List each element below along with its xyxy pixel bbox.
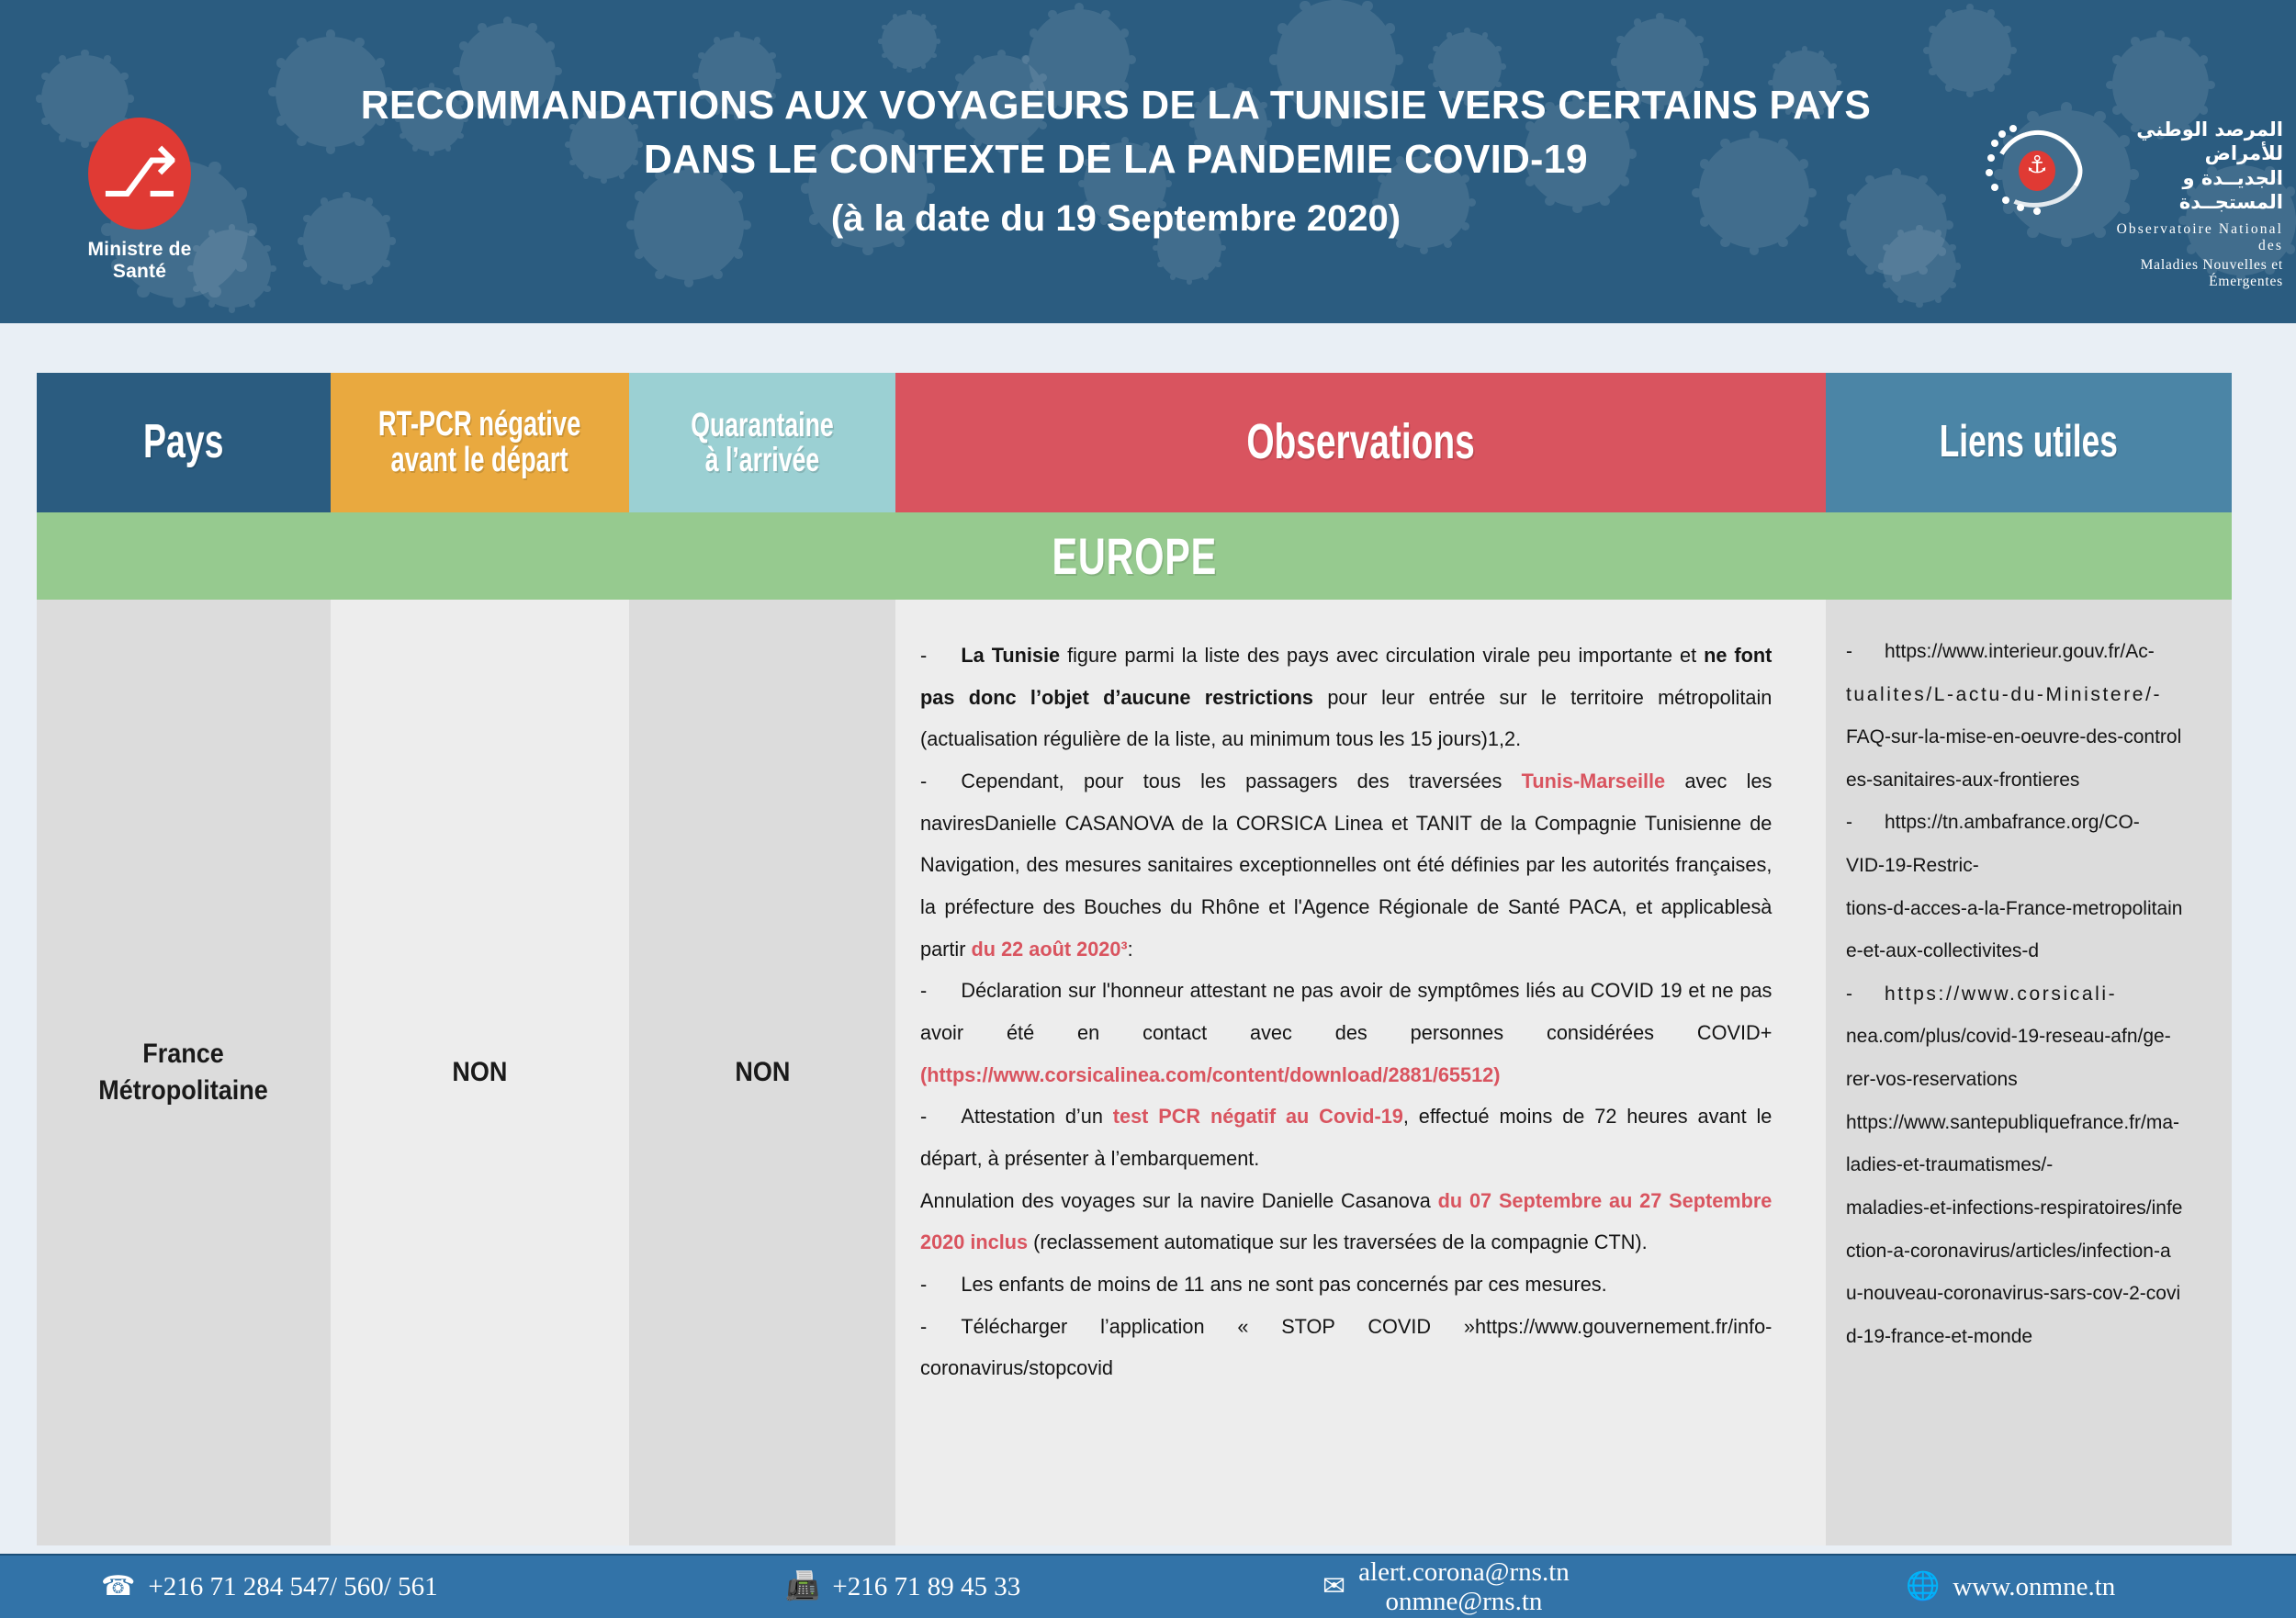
bullet-dash: - bbox=[1846, 983, 1852, 1005]
table-header-row bbox=[37, 373, 2232, 512]
bullet-dash: - bbox=[920, 1314, 928, 1338]
link1-part4: es-sanitaires-aux-frontieres bbox=[1846, 769, 2080, 791]
obs4-text-1: Attestation d’un bbox=[961, 1105, 1113, 1129]
onmne-arabic-line-1: المرصد الوطني للأمراض bbox=[2136, 118, 2283, 165]
link1-part3-line[interactable] bbox=[1846, 716, 2215, 759]
bullet-dash: - bbox=[920, 979, 928, 1003]
link3-part1: https://www.corsicali- bbox=[1885, 983, 2118, 1005]
link4-part1: https://www.santepubliquefrance.fr/ma- bbox=[1846, 1111, 2180, 1133]
obs4-text-2: , effectué moins de 72 heures avant le départ, à présenter à l’embarquement. bbox=[920, 1105, 1773, 1171]
cell-quarantine-required bbox=[629, 600, 895, 1545]
link2-part3-line[interactable] bbox=[1846, 888, 2215, 931]
region-band-europe bbox=[37, 512, 2232, 600]
bullet-dash: - bbox=[920, 770, 928, 793]
obs5-text-1: Annulation des voyages sur la navire Danielle Casanova bbox=[920, 1188, 1438, 1212]
column-header-observations bbox=[895, 373, 1826, 512]
footer-email-2: onmne@rns.tn bbox=[1385, 1587, 1543, 1616]
column-header-quarantaine bbox=[629, 373, 895, 512]
observations-text bbox=[895, 600, 1794, 1389]
useful-link-3[interactable] bbox=[1846, 973, 2215, 1017]
obs2-text-1: Cependant, pour tous les passagers des traversées bbox=[961, 770, 1522, 793]
fax-icon: 📠 bbox=[785, 1570, 820, 1602]
obs5-text-2: (reclassement automatique sur les traversées de la compagnie CTN). bbox=[1028, 1230, 1648, 1254]
obs6-text-1: Les enfants de moins de 11 ans ne sont pas concernés par ces mesures. bbox=[961, 1273, 1607, 1297]
envelope-icon: ✉ bbox=[1322, 1570, 1346, 1602]
bullet-dash: - bbox=[920, 1105, 928, 1129]
globe-icon: 🌐 bbox=[1906, 1570, 1941, 1602]
useful-link-4[interactable] bbox=[1846, 1102, 2215, 1145]
link1-part2-line[interactable] bbox=[1846, 674, 2215, 717]
link1-part1: https://www.interieur.gouv.fr/Ac- bbox=[1885, 641, 2155, 662]
column-header-pays bbox=[37, 373, 331, 512]
footer-email-1: alert.corona@rns.tn bbox=[1358, 1556, 1570, 1587]
recommendations-table bbox=[37, 373, 2232, 1545]
link4-part4: ction-a-coronavirus/articles/infection-a bbox=[1846, 1240, 2171, 1262]
link4-part4-line[interactable] bbox=[1846, 1230, 2215, 1274]
link2-part2-line[interactable] bbox=[1846, 845, 2215, 888]
column-header-liens-utiles bbox=[1826, 373, 2232, 512]
useful-link-1[interactable] bbox=[1846, 631, 2215, 674]
cell-rtpcr-required bbox=[331, 600, 629, 1545]
obs4-red-1: test PCR négatif au Covid-19 bbox=[1112, 1105, 1403, 1129]
link1-part4-line[interactable] bbox=[1846, 759, 2215, 803]
footer-phone[interactable] bbox=[101, 1556, 438, 1618]
poster-title-block bbox=[197, 79, 2034, 245]
observation-item-5 bbox=[920, 1180, 1772, 1264]
observation-item-1 bbox=[920, 635, 1772, 760]
link2-part3: tions-d-acces-a-la-France-metropolitain bbox=[1846, 897, 2183, 919]
link1-part3: FAQ-sur-la-mise-en-oeuvre-des-control bbox=[1846, 726, 2182, 748]
observation-item-4 bbox=[920, 1096, 1772, 1179]
obs2-text-3: : bbox=[1127, 937, 1133, 961]
phone-icon: ☎ bbox=[101, 1570, 136, 1602]
bullet-dash: - bbox=[1846, 641, 1852, 662]
column-header-quarantaine-label-line1: Quarantaine bbox=[691, 406, 834, 444]
footer-fax[interactable] bbox=[785, 1556, 1020, 1618]
column-header-quarantaine-label-line2: à l’arrivée bbox=[704, 441, 820, 478]
title-line-2: DANS LE CONTEXTE DE LA PANDEMIE COVID-19 bbox=[643, 136, 1589, 182]
footer-fax-number: +216 71 89 45 33 bbox=[832, 1571, 1021, 1601]
cell-useful-links bbox=[1826, 600, 2232, 1545]
country-name-line1: France bbox=[142, 1038, 225, 1069]
column-header-pays-label: Pays bbox=[143, 415, 224, 469]
obs2-red-1: Tunis-Marseille bbox=[1521, 770, 1666, 793]
observation-item-2 bbox=[920, 760, 1772, 970]
observation-item-7 bbox=[920, 1306, 1772, 1389]
link4-part2: ladies-et-traumatismes/- bbox=[1846, 1154, 2054, 1176]
link4-part3-line[interactable] bbox=[1846, 1187, 2215, 1230]
country-name-line2: Métropolitaine bbox=[98, 1075, 269, 1106]
link4-part5-line[interactable] bbox=[1846, 1273, 2215, 1316]
link3-part3: rer-vos-reservations bbox=[1846, 1069, 2018, 1091]
obs3-link-corsicalinea[interactable]: (https://www.corsicalinea.com/content/download/2881/65512) bbox=[920, 1062, 1501, 1086]
table-row bbox=[37, 600, 2232, 1545]
link2-part4-line[interactable] bbox=[1846, 930, 2215, 973]
rtpcr-value: NON bbox=[452, 1057, 508, 1087]
column-header-rtpcr-label-line1: RT-PCR négative bbox=[378, 405, 581, 444]
obs2-red-2: du 22 août 2020³ bbox=[971, 937, 1128, 961]
poster-header bbox=[0, 0, 2296, 323]
link4-part5: u-nouveau-coronavirus-sars-cov-2-covi bbox=[1846, 1283, 2181, 1305]
column-header-rtpcr-label-line2: avant le départ bbox=[390, 441, 569, 479]
obs1-text-2: pour leur entrée sur le territoire métropolitain (actualisation régulière de la liste, au minimum tous les 15 jours)1,2. bbox=[920, 685, 1773, 751]
obs1-bold-1: La Tunisie bbox=[961, 644, 1061, 667]
column-header-observations-label: Observations bbox=[1246, 414, 1475, 470]
onmne-french-line-1: Observatoire National des bbox=[2116, 221, 2283, 253]
footer-phone-number: +216 71 284 547/ 560/ 561 bbox=[148, 1571, 438, 1601]
region-band-label: EUROPE bbox=[1052, 527, 1217, 585]
useful-links-text bbox=[1826, 600, 2232, 1358]
useful-link-2[interactable] bbox=[1846, 802, 2215, 845]
column-header-rtpcr bbox=[331, 373, 629, 512]
bullet-dash: - bbox=[920, 644, 928, 667]
obs1-text-1: figure parmi la liste des pays avec circulation virale peu importante et bbox=[1060, 644, 1705, 667]
link3-part2: nea.com/plus/covid-19-reseau-afn/ge- bbox=[1846, 1026, 2171, 1048]
footer-website[interactable] bbox=[1906, 1556, 2115, 1618]
column-header-liens-utiles-label: Liens utiles bbox=[1939, 417, 2119, 467]
link3-part2-line[interactable] bbox=[1846, 1016, 2215, 1059]
cell-country bbox=[37, 600, 331, 1545]
obs5-red-1: du 07 Septembre au 27 Septembre 2020 inclus bbox=[920, 1188, 1773, 1254]
link4-part6: d-19-france-et-monde bbox=[1846, 1325, 2033, 1347]
link4-part3: maladies-et-infections-respiratoires/infe bbox=[1846, 1197, 2183, 1219]
obs2-text-2: avec les naviresDanielle CASANOVA de la CORSICA Linea et TANIT de la Compagnie Tunisienne de Navigation, des mesures sanitaires exceptionnelles ont été définies par les autorités françaises, la préfecture des Bouches du Rhône et l'Agence Régionale de Santé PACA, et applicablesà partir bbox=[920, 770, 1773, 961]
footer-email[interactable] bbox=[1322, 1556, 1570, 1618]
observation-item-6 bbox=[920, 1264, 1772, 1306]
anchor-caduceus-icon: ⎇ bbox=[88, 118, 191, 230]
obs7-text-1[interactable]: Télécharger l’application « STOP COVID »https://www.gouvernement.fr/info-coronavirus/stopcovid bbox=[920, 1314, 1773, 1380]
link4-part2-line[interactable] bbox=[1846, 1144, 2215, 1187]
link1-part2: tualites/L-actu-du-Ministere/- bbox=[1846, 683, 2163, 705]
ministry-logo-caption: Ministre de Santé bbox=[87, 239, 192, 282]
link3-part3-line[interactable] bbox=[1846, 1059, 2215, 1102]
observation-item-3 bbox=[920, 970, 1772, 1096]
onmne-arabic-line-2: الجديــدة و المستجــدة bbox=[2178, 166, 2283, 213]
link2-part1: https://tn.ambafrance.org/CO- bbox=[1885, 812, 2140, 834]
obs3-text-1: Déclaration sur l'honneur attestant ne pas avoir de symptômes liés au COVID 19 et ne pas avoir été en contact avec des personnes considérées COVID+ bbox=[920, 979, 1773, 1045]
footer-website-url: www.onmne.tn bbox=[1953, 1571, 2116, 1601]
cell-observations bbox=[895, 600, 1826, 1545]
link2-part4: e-et-aux-collectivites-d bbox=[1846, 940, 2040, 962]
title-line-1: RECOMMANDATIONS AUX VOYAGEURS DE LA TUNISIE VERS CERTAINS PAYS bbox=[360, 83, 1872, 128]
bullet-dash: - bbox=[920, 1273, 928, 1297]
obs1-bold-2: ne font pas donc l’objet d’aucune restrictions bbox=[920, 644, 1773, 709]
bullet-dash: - bbox=[1846, 812, 1852, 834]
ministry-of-health-logo bbox=[66, 118, 213, 283]
link4-part6-line[interactable] bbox=[1846, 1316, 2215, 1359]
title-date-line: (à la date du 19 Septembre 2020) bbox=[830, 198, 1401, 240]
quarantine-value: NON bbox=[734, 1057, 790, 1087]
link2-part2: VID-19-Restric- bbox=[1846, 855, 1979, 877]
onmne-orbit-anchor-icon bbox=[1986, 123, 2096, 219]
poster-footer bbox=[0, 1554, 2296, 1618]
onmne-french-line-2: Maladies Nouvelles et Émergentes bbox=[2140, 257, 2283, 289]
